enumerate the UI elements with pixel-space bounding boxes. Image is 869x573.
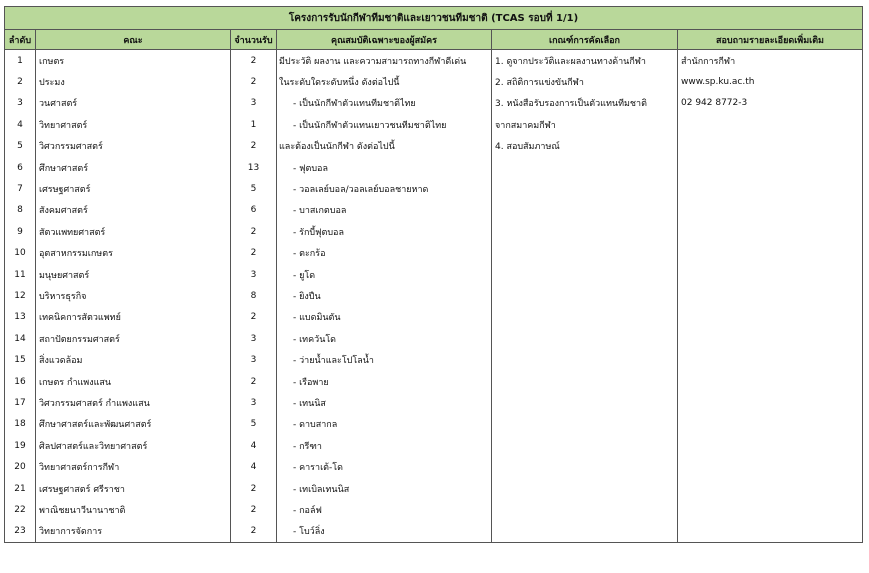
seats-cell-text: 2 xyxy=(250,526,257,537)
row-number-cell xyxy=(5,221,36,242)
criteria-cell xyxy=(492,392,678,413)
criteria-cell xyxy=(492,200,678,221)
row-number-cell-text: 11 xyxy=(14,269,26,280)
seats-cell-text: 3 xyxy=(250,355,257,366)
faculty-cell xyxy=(36,392,231,413)
row-number-cell xyxy=(5,178,36,199)
criteria-cell xyxy=(492,71,678,92)
row-number-cell-text: 6 xyxy=(17,162,23,173)
contact-cell xyxy=(678,435,863,456)
admission-table xyxy=(4,6,863,543)
qualification-cell-text: - ยิงปืน xyxy=(293,291,321,302)
criteria-cell xyxy=(492,221,678,242)
table-row xyxy=(5,414,863,435)
contact-cell xyxy=(678,414,863,435)
qualification-cell-text: - เป็นนักกีฬาตัวแทนทีมชาติไทย xyxy=(293,99,416,110)
faculty-cell-text: สถาปัตยกรรมศาสตร์ xyxy=(39,334,120,345)
row-number-cell xyxy=(5,392,36,413)
qualification-cell xyxy=(277,71,492,92)
qualification-cell xyxy=(277,93,492,114)
criteria-cell xyxy=(492,264,678,285)
contact-cell xyxy=(678,136,863,157)
seats-cell-text: 2 xyxy=(250,312,257,323)
qualification-cell xyxy=(277,136,492,157)
seats-cell xyxy=(231,71,277,92)
contact-cell xyxy=(678,371,863,392)
qualification-cell xyxy=(277,371,492,392)
contact-cell xyxy=(678,50,863,72)
seats-cell xyxy=(231,371,277,392)
contact-cell xyxy=(678,521,863,543)
row-number-cell xyxy=(5,243,36,264)
qualification-cell xyxy=(277,456,492,477)
criteria-cell xyxy=(492,93,678,114)
qualification-cell xyxy=(277,264,492,285)
contact-cell xyxy=(678,243,863,264)
seats-cell xyxy=(231,136,277,157)
row-number-cell xyxy=(5,264,36,285)
faculty-cell xyxy=(36,499,231,520)
seats-cell xyxy=(231,521,277,543)
criteria-cell-text: 4. สอบสัมภาษณ์ xyxy=(495,142,560,153)
qualification-cell-text: - ดาบสากล xyxy=(293,420,338,431)
row-number-cell-text: 9 xyxy=(17,226,23,237)
header-faculty: คณะ xyxy=(36,30,231,50)
row-number-cell-text: 1 xyxy=(17,55,23,66)
seats-cell-text: 2 xyxy=(250,483,257,494)
faculty-cell xyxy=(36,371,231,392)
faculty-cell xyxy=(36,178,231,199)
seats-cell-text: 2 xyxy=(250,77,257,88)
seats-cell-text: 5 xyxy=(250,184,257,195)
row-number-cell xyxy=(5,71,36,92)
seats-cell-text: 3 xyxy=(250,98,257,109)
faculty-cell-text: สัตวแพทยศาสตร์ xyxy=(39,227,106,238)
header-criteria: เกณฑ์การคัดเลือก xyxy=(492,30,678,50)
seats-cell xyxy=(231,478,277,499)
seats-cell xyxy=(231,114,277,135)
faculty-cell xyxy=(36,50,231,72)
faculty-cell-text: สังคมศาสตร์ xyxy=(39,206,88,217)
qualification-cell-text: - บาสเกตบอล xyxy=(293,206,347,217)
contact-cell xyxy=(678,349,863,370)
title-row xyxy=(5,7,863,30)
seats-cell xyxy=(231,392,277,413)
row-number-cell xyxy=(5,157,36,178)
seats-cell xyxy=(231,50,277,72)
table-row xyxy=(5,328,863,349)
faculty-cell-text: ศึกษาศาสตร์และพัฒนศาสตร์ xyxy=(39,420,152,431)
qualification-cell-text: มีประวัติ ผลงาน และความสามารถทางกีฬาดีเด่น xyxy=(279,56,467,67)
criteria-cell xyxy=(492,243,678,264)
faculty-cell-text: บริหารธุรกิจ xyxy=(39,291,87,302)
qualification-cell xyxy=(277,157,492,178)
qualification-cell-text: - แบดมินตัน xyxy=(293,313,341,324)
faculty-cell-text: อุตสาหกรรมเกษตร xyxy=(39,249,113,260)
table-row xyxy=(5,243,863,264)
qualification-cell xyxy=(277,392,492,413)
faculty-cell xyxy=(36,456,231,477)
qualification-cell xyxy=(277,285,492,306)
qualification-cell-text: - ว่ายน้ำและโปโลน้ำ xyxy=(293,356,374,367)
seats-cell-text: 2 xyxy=(250,376,257,387)
seats-cell-text: 2 xyxy=(250,248,257,259)
contact-cell xyxy=(678,456,863,477)
spreadsheet xyxy=(4,6,862,543)
header-row xyxy=(5,30,863,50)
row-number-cell-text: 13 xyxy=(14,312,26,323)
seats-cell-text: 2 xyxy=(250,141,257,152)
table-row xyxy=(5,307,863,328)
table-row xyxy=(5,71,863,92)
seats-cell xyxy=(231,456,277,477)
seats-cell xyxy=(231,243,277,264)
row-number-cell xyxy=(5,414,36,435)
faculty-cell xyxy=(36,200,231,221)
criteria-cell xyxy=(492,178,678,199)
seats-cell-text: 3 xyxy=(250,397,257,408)
row-number-cell xyxy=(5,136,36,157)
header-no: ลำดับ xyxy=(5,30,36,50)
qualification-cell-text: - ยูโด xyxy=(293,270,316,281)
contact-cell-text: 02 942 8772-3 xyxy=(681,98,748,109)
row-number-cell-text: 8 xyxy=(17,205,23,216)
row-number-cell xyxy=(5,307,36,328)
contact-cell xyxy=(678,499,863,520)
qualification-cell xyxy=(277,178,492,199)
seats-cell xyxy=(231,264,277,285)
row-number-cell-text: 22 xyxy=(14,504,26,515)
seats-cell-text: 6 xyxy=(250,205,257,216)
faculty-cell xyxy=(36,478,231,499)
qualification-cell-text: - เทนนิส xyxy=(293,398,326,409)
row-number-cell-text: 3 xyxy=(17,98,23,109)
row-number-cell-text: 19 xyxy=(14,440,26,451)
faculty-cell-text: วนศาสตร์ xyxy=(39,99,78,110)
row-number-cell xyxy=(5,435,36,456)
qualification-cell-text: - กอล์ฟ xyxy=(293,505,322,516)
qualification-cell xyxy=(277,435,492,456)
seats-cell xyxy=(231,328,277,349)
criteria-cell-text: 3. หนังสือรับรองการเป็นตัวแทนทีมชาติ xyxy=(495,99,647,110)
seats-cell-text: 5 xyxy=(250,419,257,430)
qualification-cell xyxy=(277,478,492,499)
faculty-cell xyxy=(36,435,231,456)
table-row xyxy=(5,200,863,221)
criteria-cell-text: 2. สถิติการแข่งขันกีฬา xyxy=(495,78,584,89)
faculty-cell-text: วิทยาศาสตร์การกีฬา xyxy=(39,463,120,474)
faculty-cell xyxy=(36,328,231,349)
qualification-cell xyxy=(277,114,492,135)
criteria-cell xyxy=(492,521,678,543)
criteria-cell xyxy=(492,307,678,328)
qualification-cell xyxy=(277,50,492,72)
qualification-cell-text: - โบว์ลิ่ง xyxy=(293,527,325,538)
row-number-cell-text: 2 xyxy=(17,77,23,88)
contact-cell xyxy=(678,328,863,349)
faculty-cell xyxy=(36,349,231,370)
faculty-cell-text: เทคนิคการสัตวแพทย์ xyxy=(39,313,121,324)
qualification-cell-text: - เทควันโด xyxy=(293,334,337,345)
table-title: โครงการรับนักกีฬาทีมชาติและเยาวชนทีมชาติ (TCAS รอบที่ 1/1) xyxy=(5,7,863,30)
faculty-cell xyxy=(36,243,231,264)
seats-cell xyxy=(231,200,277,221)
faculty-cell-text: มนุษยศาสตร์ xyxy=(39,270,90,281)
table-row xyxy=(5,157,863,178)
contact-cell xyxy=(678,178,863,199)
row-number-cell xyxy=(5,499,36,520)
row-number-cell xyxy=(5,114,36,135)
table-row xyxy=(5,349,863,370)
qualification-cell xyxy=(277,221,492,242)
contact-cell xyxy=(678,478,863,499)
contact-cell xyxy=(678,93,863,114)
qualification-cell-text: - ฟุตบอล xyxy=(293,163,328,174)
row-number-cell-text: 10 xyxy=(14,248,26,259)
row-number-cell xyxy=(5,200,36,221)
criteria-cell xyxy=(492,328,678,349)
table-row xyxy=(5,371,863,392)
qualification-cell-text: - เป็นนักกีฬาตัวแทนเยาวชนทีมชาติไทย xyxy=(293,120,447,131)
table-row xyxy=(5,114,863,135)
criteria-cell xyxy=(492,414,678,435)
row-number-cell xyxy=(5,371,36,392)
faculty-cell xyxy=(36,307,231,328)
row-number-cell-text: 17 xyxy=(14,397,26,408)
row-number-cell-text: 5 xyxy=(17,141,23,152)
qualification-cell-text: - กรีฑา xyxy=(293,441,322,452)
seats-cell xyxy=(231,499,277,520)
row-number-cell-text: 16 xyxy=(14,376,26,387)
contact-cell xyxy=(678,200,863,221)
qualification-cell xyxy=(277,349,492,370)
table-row xyxy=(5,178,863,199)
row-number-cell-text: 15 xyxy=(14,355,26,366)
seats-cell xyxy=(231,285,277,306)
contact-cell-text: www.sp.ku.ac.th xyxy=(681,77,755,88)
faculty-cell-text: สิ่งแวดล้อม xyxy=(39,356,83,367)
criteria-cell xyxy=(492,50,678,72)
seats-cell xyxy=(231,221,277,242)
row-number-cell-text: 7 xyxy=(17,184,23,195)
qualification-cell xyxy=(277,499,492,520)
qualification-cell xyxy=(277,521,492,543)
seats-cell-text: 13 xyxy=(247,162,260,173)
table-row xyxy=(5,93,863,114)
contact-cell xyxy=(678,71,863,92)
criteria-cell-text: จากสมาคมกีฬา xyxy=(495,120,556,131)
table-row xyxy=(5,285,863,306)
criteria-cell xyxy=(492,456,678,477)
seats-cell-text: 2 xyxy=(250,226,257,237)
criteria-cell xyxy=(492,136,678,157)
seats-cell-text: 3 xyxy=(250,269,257,280)
table-row xyxy=(5,392,863,413)
row-number-cell xyxy=(5,349,36,370)
contact-cell xyxy=(678,264,863,285)
faculty-cell xyxy=(36,157,231,178)
table-row xyxy=(5,456,863,477)
seats-cell-text: 2 xyxy=(250,504,257,515)
row-number-cell-text: 23 xyxy=(14,526,26,537)
seats-cell-text: 4 xyxy=(250,440,257,451)
row-number-cell xyxy=(5,521,36,543)
seats-cell xyxy=(231,414,277,435)
qualification-cell-text: - ตะกร้อ xyxy=(293,249,326,260)
faculty-cell xyxy=(36,93,231,114)
faculty-cell-text: วิศวกรรมศาสตร์ xyxy=(39,142,103,153)
contact-cell-text: สำนักการกีฬา xyxy=(681,56,736,67)
qualification-cell xyxy=(277,200,492,221)
criteria-cell xyxy=(492,285,678,306)
row-number-cell xyxy=(5,478,36,499)
row-number-cell xyxy=(5,50,36,72)
criteria-cell xyxy=(492,435,678,456)
faculty-cell-text: วิศวกรรมศาสตร์ กำแพงแสน xyxy=(39,398,150,409)
seats-cell xyxy=(231,178,277,199)
qualification-cell xyxy=(277,243,492,264)
row-number-cell-text: 4 xyxy=(17,119,23,130)
qualification-cell-text: - เรือพาย xyxy=(293,377,329,388)
seats-cell-text: 3 xyxy=(250,333,257,344)
criteria-cell-text: 1. ดูจากประวัติและผลงานทางด้านกีฬา xyxy=(495,56,646,67)
qualification-cell xyxy=(277,328,492,349)
faculty-cell-text: เศรษฐศาสตร์ ศรีราชา xyxy=(39,484,125,495)
contact-cell xyxy=(678,157,863,178)
qualification-cell xyxy=(277,414,492,435)
table-row xyxy=(5,221,863,242)
faculty-cell-text: วิทยาการจัดการ xyxy=(39,527,103,538)
table-row xyxy=(5,521,863,543)
qualification-cell-text: - คาราเต้-โด xyxy=(293,463,343,474)
qualification-cell xyxy=(277,307,492,328)
qualification-cell-text: - เทเบิลเทนนิส xyxy=(293,484,350,495)
row-number-cell xyxy=(5,456,36,477)
faculty-cell-text: เศรษฐศาสตร์ xyxy=(39,185,91,196)
header-qualifications: คุณสมบัติเฉพาะของผู้สมัคร xyxy=(277,30,492,50)
header-seats: จำนวนรับ xyxy=(231,30,277,50)
faculty-cell xyxy=(36,221,231,242)
faculty-cell xyxy=(36,414,231,435)
criteria-cell xyxy=(492,478,678,499)
contact-cell xyxy=(678,221,863,242)
row-number-cell xyxy=(5,285,36,306)
faculty-cell xyxy=(36,285,231,306)
seats-cell-text: 1 xyxy=(250,119,257,130)
criteria-cell xyxy=(492,157,678,178)
contact-cell xyxy=(678,285,863,306)
seats-cell-text: 8 xyxy=(250,290,257,301)
faculty-cell xyxy=(36,136,231,157)
seats-cell xyxy=(231,349,277,370)
seats-cell xyxy=(231,435,277,456)
row-number-cell-text: 12 xyxy=(14,290,26,301)
table-row xyxy=(5,478,863,499)
row-number-cell-text: 18 xyxy=(14,419,26,430)
seats-cell xyxy=(231,93,277,114)
criteria-cell xyxy=(492,114,678,135)
faculty-cell-text: เกษตร กำแพงแสน xyxy=(39,377,112,388)
contact-cell xyxy=(678,307,863,328)
faculty-cell-text: วิทยาศาสตร์ xyxy=(39,120,88,131)
seats-cell xyxy=(231,307,277,328)
seats-cell xyxy=(231,157,277,178)
table-row xyxy=(5,499,863,520)
table-row xyxy=(5,435,863,456)
criteria-cell xyxy=(492,371,678,392)
row-number-cell-text: 21 xyxy=(14,483,26,494)
faculty-cell xyxy=(36,71,231,92)
qualification-cell-text: ในระดับใดระดับหนึ่ง ดังต่อไปนี้ xyxy=(279,78,400,89)
table-row xyxy=(5,50,863,72)
faculty-cell-text: พาณิชยนาวีนานาชาติ xyxy=(39,505,126,516)
seats-cell-text: 4 xyxy=(250,462,257,473)
criteria-cell xyxy=(492,499,678,520)
criteria-cell xyxy=(492,349,678,370)
qualification-cell-text: - รักบี้ฟุตบอล xyxy=(293,227,344,238)
header-contact: สอบถามรายละเอียดเพิ่มเติม xyxy=(678,30,863,50)
qualification-cell-text: - วอลเลย์บอล/วอลเลย์บอลชายหาด xyxy=(293,185,429,196)
row-number-cell xyxy=(5,93,36,114)
contact-cell xyxy=(678,114,863,135)
qualification-cell-text: และต้องเป็นนักกีฬา ดังต่อไปนี้ xyxy=(279,142,395,153)
row-number-cell-text: 14 xyxy=(14,333,26,344)
faculty-cell xyxy=(36,114,231,135)
row-number-cell-text: 20 xyxy=(14,462,26,473)
faculty-cell-text: ศิลปศาสตร์และวิทยาศาสตร์ xyxy=(39,441,148,452)
contact-cell xyxy=(678,392,863,413)
faculty-cell xyxy=(36,521,231,543)
faculty-cell xyxy=(36,264,231,285)
faculty-cell-text: เกษตร xyxy=(39,56,65,67)
row-number-cell xyxy=(5,328,36,349)
table-row xyxy=(5,264,863,285)
seats-cell-text: 2 xyxy=(250,55,257,66)
faculty-cell-text: ศึกษาศาสตร์ xyxy=(39,163,89,174)
table-row xyxy=(5,136,863,157)
faculty-cell-text: ประมง xyxy=(39,78,65,89)
